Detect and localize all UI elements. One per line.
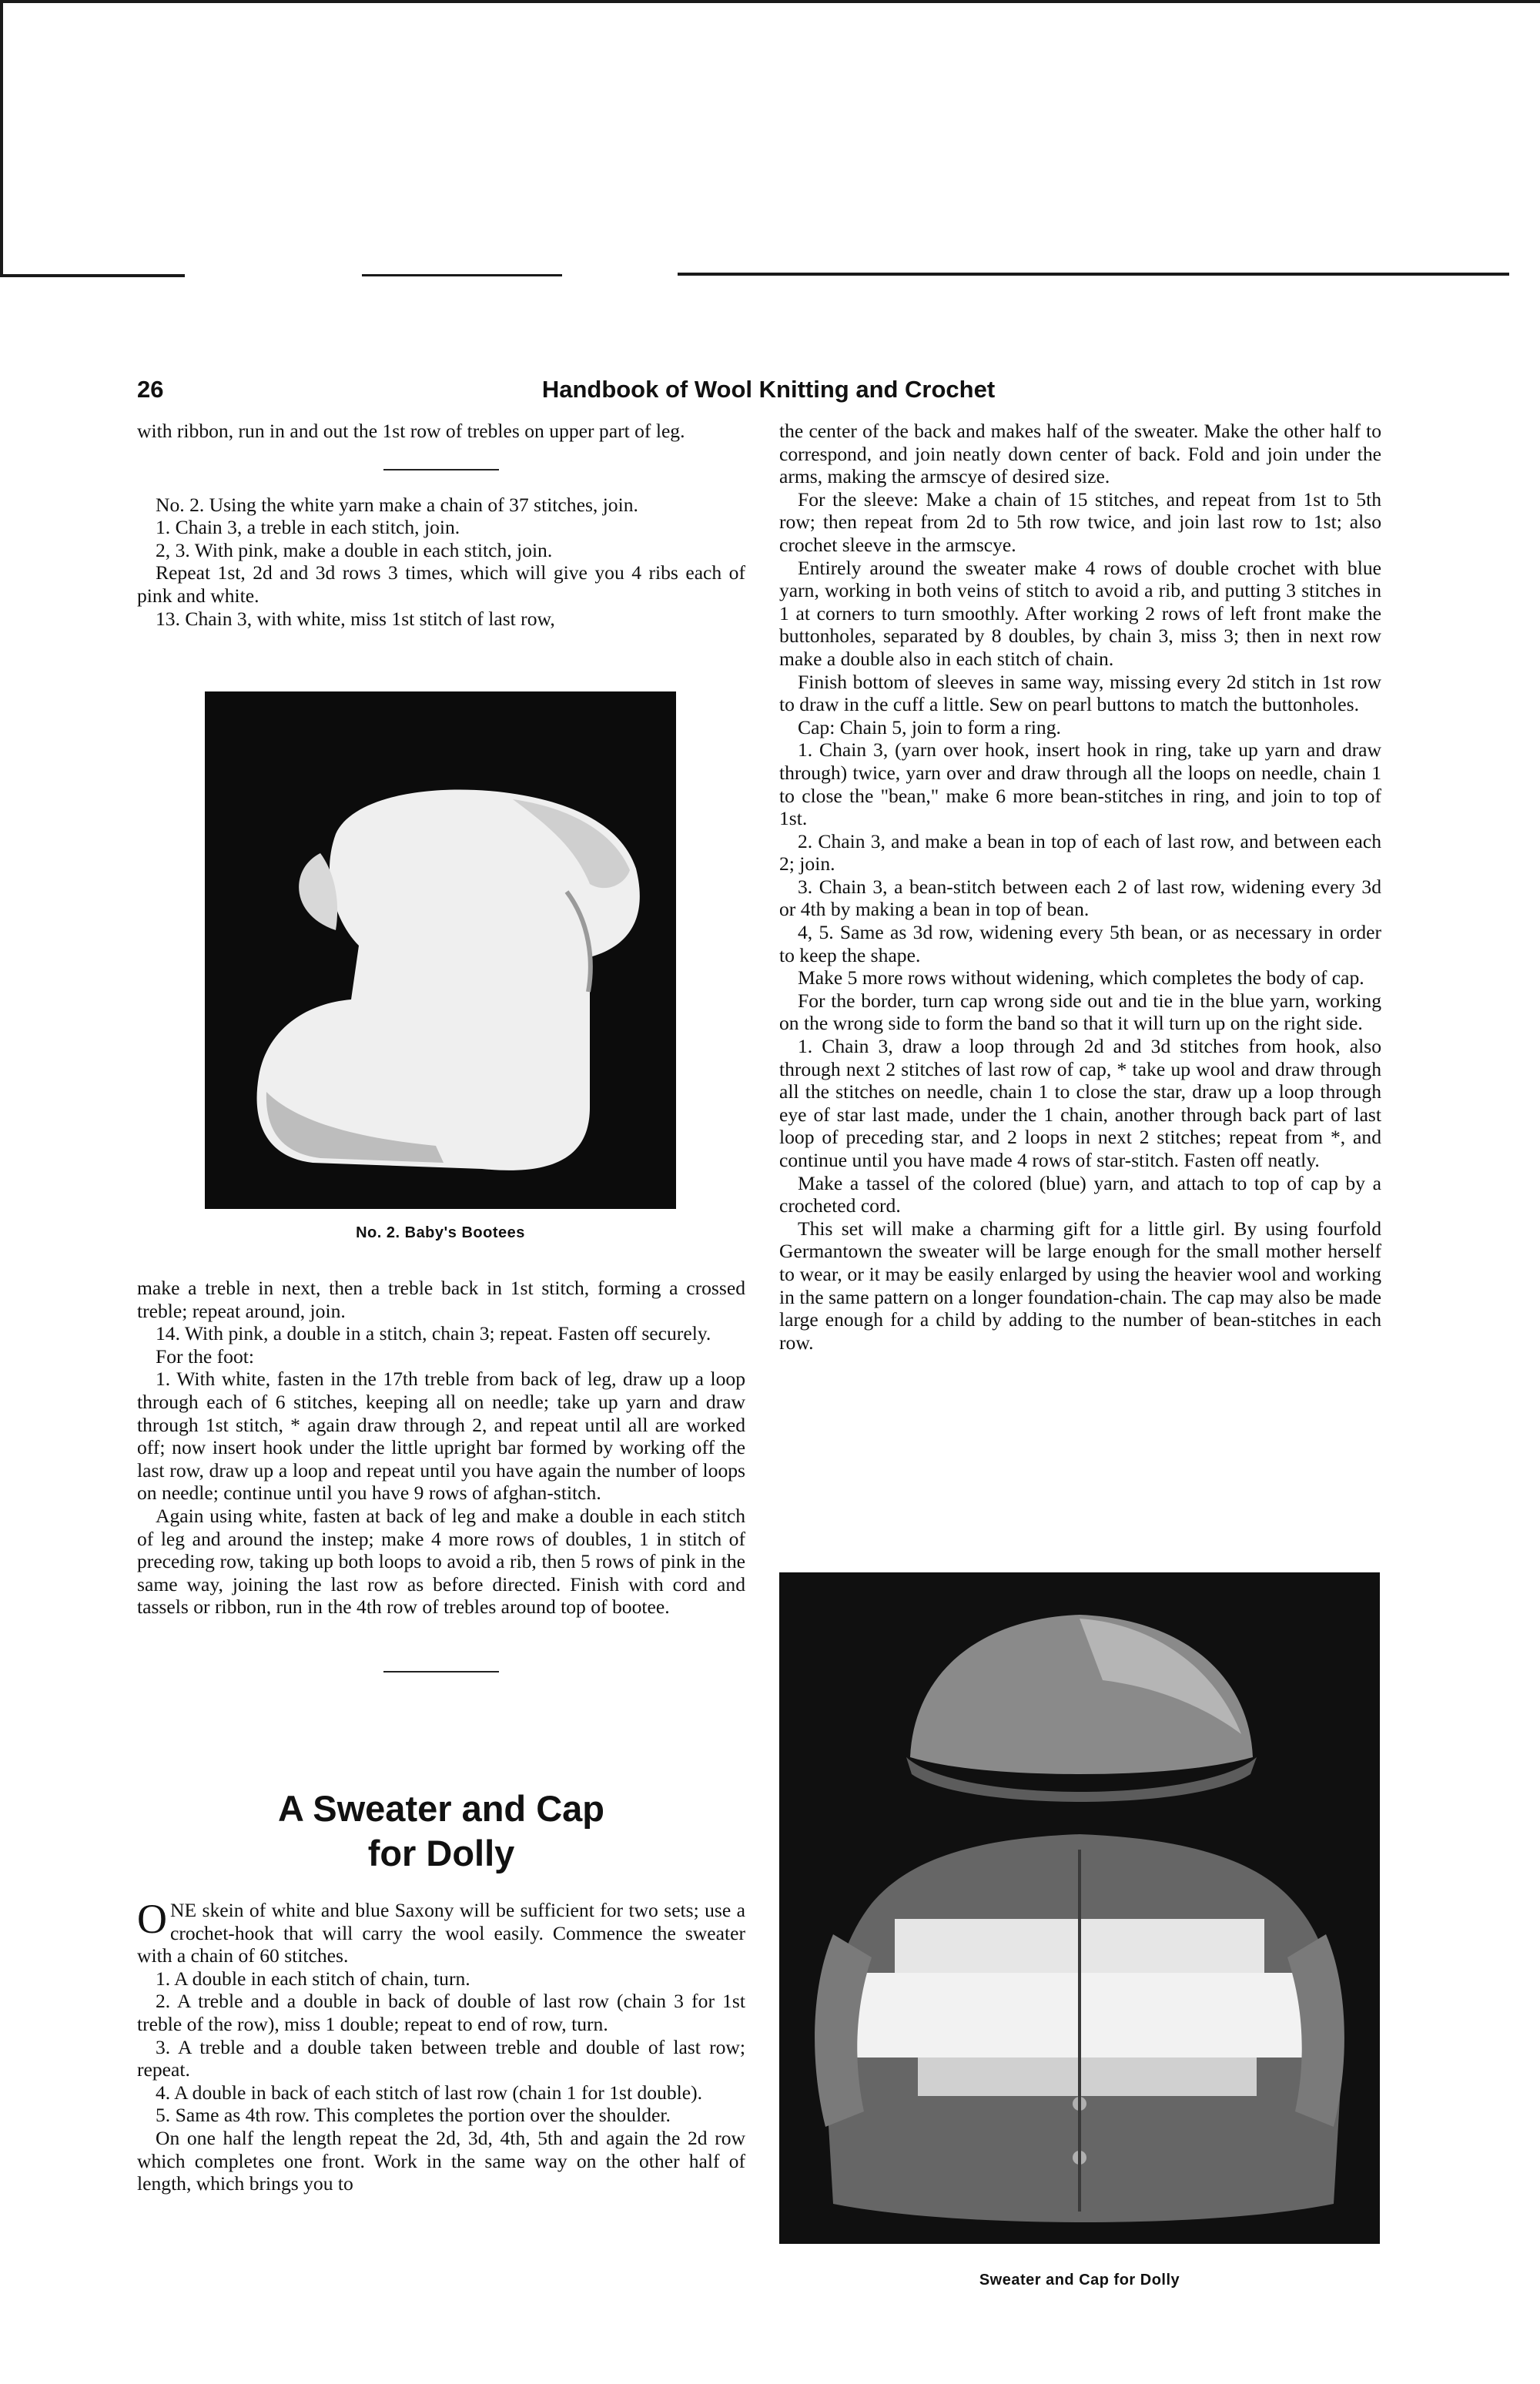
- paragraph: Make 5 more rows without widening, which completes the body of cap.: [798, 966, 1364, 989]
- paragraph: For the sleeve: Make a chain of 15 stitches, and repeat from 1st to 5th row; then repeat from 2d to 5th row twice, and join last row to 1st; also crochet sleeve in the armscye.: [779, 487, 1381, 556]
- paragraph: Entirely around the sweater make 4 rows of double crochet with blue yarn, working in both veins of stitch to avoid a rib, and putting 3 stitches in 1 at corners to turn smoothly. After working 2 rows of left front make the buttonholes, separated by 8 doubles, by chain 3, miss 3; then in next row make a double also in each stitch of chain.: [779, 556, 1381, 670]
- paragraph: 2, 3. With pink, make a double in each stitch, join.: [156, 538, 553, 561]
- divider: [383, 1671, 499, 1672]
- left-column-top: [137, 420, 745, 630]
- paragraph: 1. Chain 3, (yarn over hook, insert hook in ring, take up yarn and draw through) twice, yarn over and draw through all the loops on needle, chain 1 to close the "bean," make 6 more bean-stitches in ring, and join to top of 1st.: [779, 738, 1381, 830]
- paragraph: 1. Chain 3, draw a loop through 2d and 3d stitches from hook, also through next 2 stitches of last row of cap, * take up wool and draw through all the stitches on needle, chain 1 to close the star, draw up a loop through eye of star last made, under the 1 chain, another through back part of last loop of preceding star, and 2 loops in next 2 stitches; repeat from *, and continue until you have made 4 rows of star-stitch. Fasten off neatly.: [779, 1035, 1381, 1171]
- scan-top-border: [0, 0, 1540, 3]
- paragraph: For the border, turn cap wrong side out and tie in the blue yarn, working on the wrong side to form the band so that it will turn up on the right side.: [779, 989, 1381, 1035]
- scan-crop-line: [0, 274, 185, 277]
- paragraph: No. 2. Using the white yarn make a chain of 37 stitches, join.: [156, 493, 638, 516]
- paragraph: Make a tassel of the colored (blue) yarn, and attach to top of cap by a crocheted cord.: [779, 1171, 1381, 1217]
- sweater-cap-photo: [779, 1572, 1380, 2244]
- paragraph: 3. Chain 3, a bean-stitch between each 2 of last row, widening every 3d or 4th by making a bean in top of bean.: [779, 875, 1381, 921]
- paragraph: 13. Chain 3, with white, miss 1st stitch of last row,: [156, 607, 555, 630]
- right-column: [779, 420, 1381, 1354]
- sweater-cap-illustration: [779, 1572, 1380, 2244]
- paragraph: 14. With pink, a double in a stitch, chain 3; repeat. Fasten off securely.: [156, 1322, 711, 1345]
- paragraph: make a treble in next, then a treble back in 1st stitch, forming a crossed treble; repeat around, join.: [137, 1277, 745, 1322]
- paragraph: On one half the length repeat the 2d, 3d, 4th, 5th and again the 2d row which completes one front. Work in the same way on the other half of length, which brings you to: [137, 2126, 745, 2195]
- divider: [383, 469, 499, 470]
- paragraph: Repeat 1st, 2d and 3d rows 3 times, which will give you 4 ribs each of pink and white.: [137, 561, 745, 607]
- left-column-bottom: [137, 1896, 745, 2195]
- running-title: Handbook of Wool Knitting and Crochet: [541, 376, 996, 403]
- scan-left-border: [0, 0, 3, 277]
- scan-crop-line: [362, 274, 562, 276]
- section-title-line: A Sweater and Cap: [278, 1788, 604, 1829]
- paragraph: 1. Chain 3, a treble in each stitch, join.: [156, 516, 460, 539]
- bootee-photo: [205, 691, 676, 1209]
- scan-crop-line: [678, 273, 1509, 276]
- figure-caption: No. 2. Baby's Bootees: [356, 1224, 525, 1241]
- paragraph: 1. With white, fasten in the 17th treble from back of leg, draw up a loop through each of 6 stitches, keeping all on needle; take up yarn and draw through 1st stitch, * again draw through 2, and repeat until all are worked off; now insert hook under the little upright bar formed by working off the last row, draw up a loop and repeat until you have again the number of loops on needle; continue until you have 9 rows of afghan-stitch.: [137, 1368, 745, 1505]
- left-column-middle: [137, 1277, 745, 1672]
- section-title-line: for Dolly: [367, 1833, 515, 1873]
- paragraph: For the foot:: [156, 1344, 254, 1368]
- page-number: 26: [137, 376, 164, 403]
- paragraph: 5. Same as 4th row. This completes the portion over the shoulder.: [156, 2104, 671, 2127]
- paragraph: 4, 5. Same as 3d row, widening every 5th bean, or as necessary in order to keep the shape.: [779, 921, 1381, 966]
- paragraph: Cap: Chain 5, join to form a ring.: [798, 715, 1061, 738]
- figure-caption: Sweater and Cap for Dolly: [979, 2272, 1180, 2289]
- bootee-illustration: [205, 691, 676, 1209]
- page-header: [137, 376, 1400, 414]
- paragraph: with ribbon, run in and out the 1st row of trebles on upper part of leg.: [137, 420, 685, 442]
- paragraph: 2. Chain 3, and make a bean in top of each of last row, and between each 2; join.: [779, 829, 1381, 876]
- paragraph: This set will make a charming gift for a little girl. By using fourfold Germantown the sweater will be large enough for the small mother herself to wear, or it may be easily enlarged by using the heavier wool and working in the same pattern on a longer foundation-chain. The cap may also be made large enough for a child by adding to the number of bean-stitches in each row.: [779, 1217, 1381, 1354]
- intro-text: NE skein of white and blue Saxony will be sufficient for two sets; use a crochet-hook that will carry the wool easily. Commence the sweater with a chain of 60 stitches.: [137, 1899, 745, 1967]
- paragraph: Finish bottom of sleeves in same way, missing every 2d stitch in 1st row to draw in the cuff a little. Sew on pearl buttons to match the buttonholes.: [779, 670, 1381, 716]
- intro-paragraph: [137, 1896, 745, 1967]
- paragraph: 4. A double in back of each stitch of last row (chain 1 for 1st double).: [156, 2081, 703, 2104]
- section-title: [137, 1786, 745, 1876]
- paragraph: Again using white, fasten at back of leg and make a double in each stitch of leg and around the instep; make 4 more rows of doubles, 1 in stitch of preceding row, taking up both loops to avoid a rib, then 5 rows of pink in the same way, joining the last row as before directed. Finish with cord and tassels or ribbon, run in the 4th row of trebles around top of bootee.: [137, 1504, 745, 1619]
- paragraph: the center of the back and makes half of the sweater. Make the other half to correspond, and join neatly down center of back. Fold and join under the arms, making the armscye of desired size.: [779, 420, 1381, 488]
- paragraph: 2. A treble and a double in back of double of last row (chain 3 for 1st treble of the row), miss 1 double; repeat to end of row, turn.: [137, 1990, 745, 2035]
- paragraph: 3. A treble and a double taken between treble and double of last row; repeat.: [137, 2035, 745, 2081]
- drop-cap: O: [137, 1896, 167, 1942]
- paragraph: 1. A double in each stitch of chain, turn.: [156, 1967, 470, 1990]
